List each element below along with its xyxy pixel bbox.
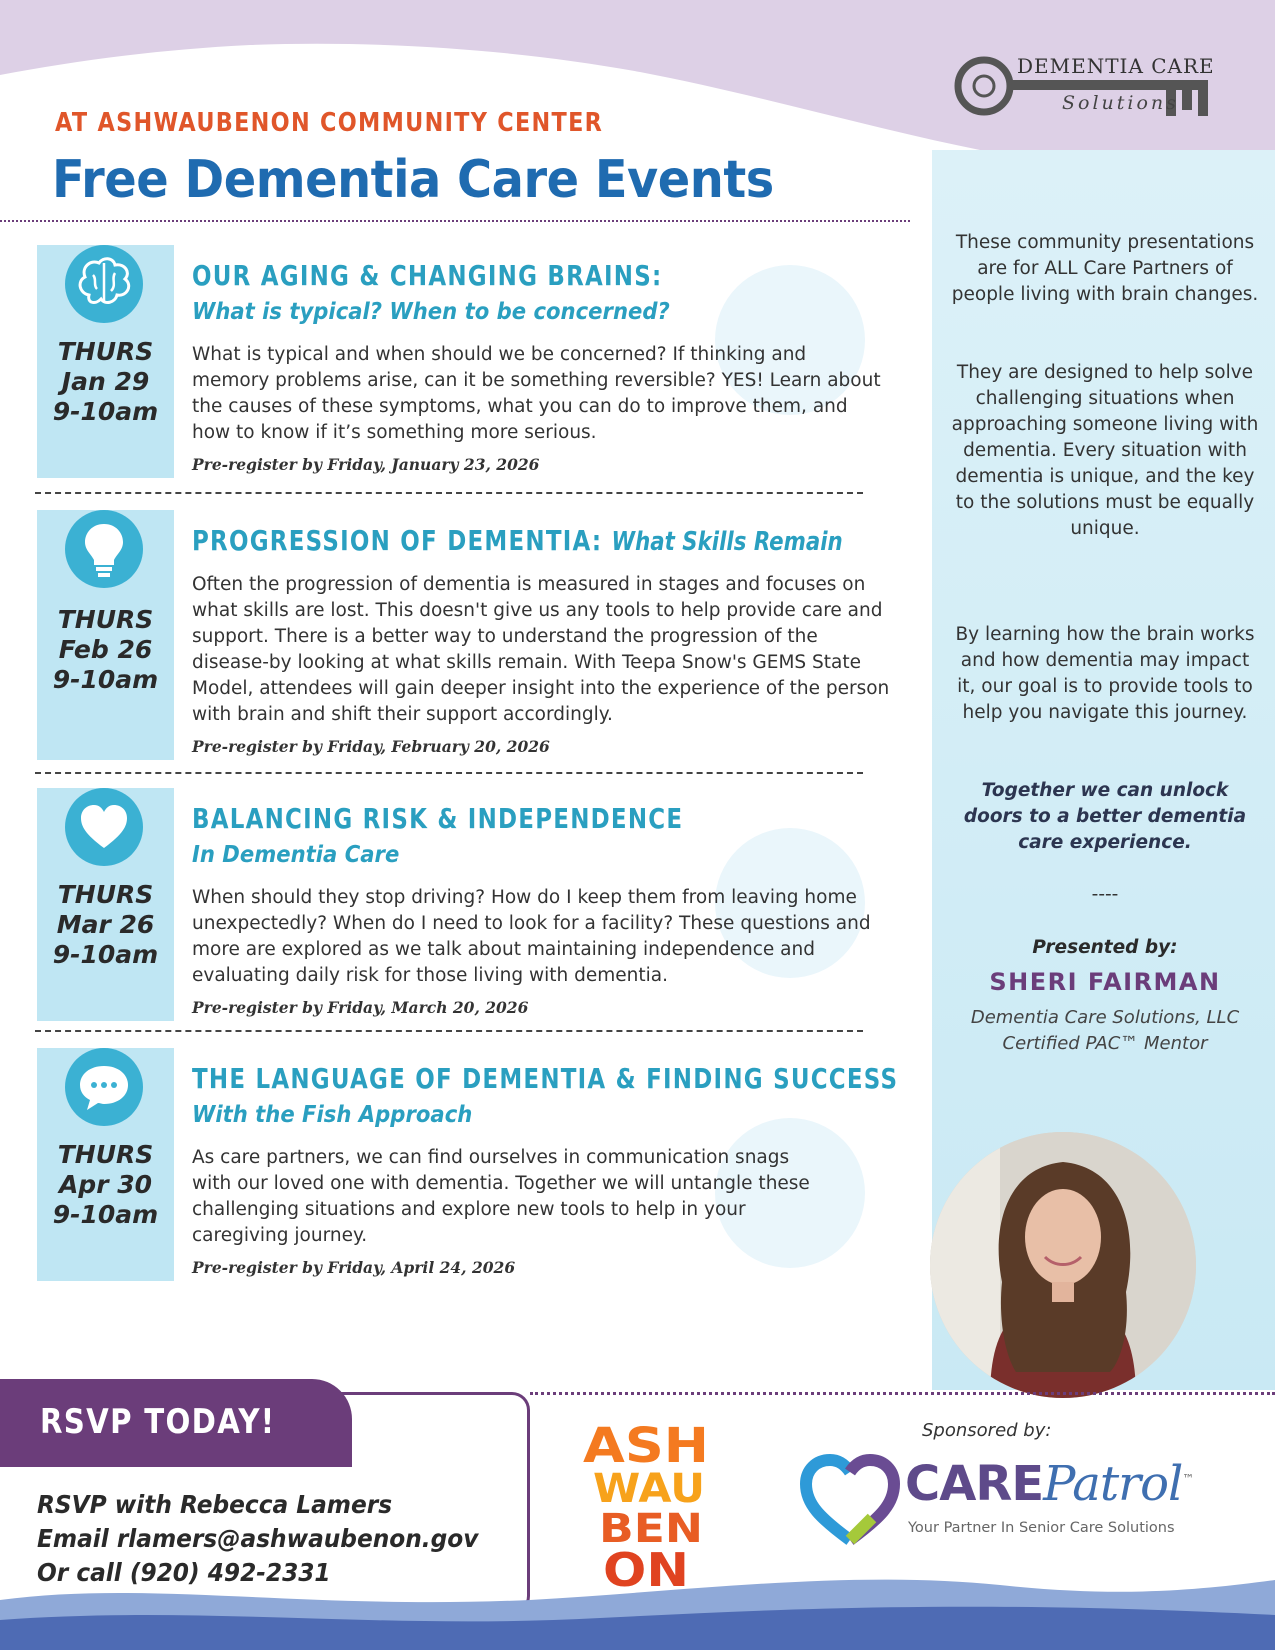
- event-description: When should they stop driving? How do I keep them from leaving home unexpectedly? When do I need to look for a facility? These questions and more are explored as we talk about maintaining independence and evaluating daily risk for those living with dementia.: [192, 887, 871, 986]
- event-day: THURS: [57, 605, 154, 634]
- ash-logo-line-1: ASH: [583, 1418, 709, 1474]
- presenter-photo: [930, 1132, 1196, 1398]
- event-title-main: PROGRESSION OF DEMENTIA:: [192, 524, 603, 557]
- date-box: [37, 245, 174, 478]
- event-subtitle: With the Fish Approach: [192, 1102, 473, 1128]
- carepatrol-care: CARE: [905, 1456, 1044, 1512]
- event-card: [35, 245, 910, 483]
- lightbulb-icon: [65, 510, 143, 588]
- event-date: Mar 26: [56, 910, 155, 939]
- date-box: [37, 510, 174, 760]
- sidebar-paragraph: They are designed to help solve challenging situations when approaching someone living with dementia. Every situation with dementia is unique, and the key to the solutions must be equally unique.: [951, 362, 1259, 539]
- presenter-company: Dementia Care Solutions, LLC: [970, 1007, 1240, 1028]
- ashwaubenon-logo: [583, 1418, 711, 1590]
- logo-top-text: DEMENTIA CARE: [1017, 54, 1215, 78]
- event-title: THE LANGUAGE OF DEMENTIA & FINDING SUCCESS: [192, 1062, 899, 1095]
- event-title: OUR AGING & CHANGING BRAINS:: [192, 259, 663, 292]
- rsvp-email[interactable]: Email rlamers@ashwaubenon.gov: [37, 1524, 479, 1553]
- sponsored-by-label: Sponsored by:: [922, 1420, 1052, 1441]
- rsvp-contact-name: RSVP with Rebecca Lamers: [37, 1490, 393, 1519]
- divider: [0, 220, 910, 222]
- brain-icon: [65, 245, 143, 323]
- ash-logo-line-2: WAU: [593, 1466, 705, 1512]
- event-register-deadline: Pre-register by Friday, April 24, 2026: [192, 1258, 516, 1277]
- event-time: 9-10am: [52, 1200, 159, 1229]
- divider: [35, 772, 863, 774]
- event-description: As care partners, we can find ourselves in communication snags with our loved one with dementia. Together we will untangle these challenging situations and explore new tools to help in your caregiving journey.: [192, 1147, 810, 1246]
- carepatrol-tm: ™: [1182, 1472, 1194, 1486]
- sidebar-tagline: Together we can unlock doors to a better dementia care experience.: [963, 780, 1247, 853]
- event-title: BALANCING RISK & INDEPENDENCE: [192, 802, 684, 835]
- event-time: 9-10am: [52, 665, 159, 694]
- event-description: Often the progression of dementia is measured in stages and focuses on what skills are lost. This doesn't give us any tools to help provide care and support. There is a better way to understand the progression of the disease-by looking at what skills remain. With Teepa Snow's GEMS State Model, attendees will gain deeper insight into the experience of the person with brain and shift their support accordingly.: [192, 574, 890, 725]
- event-register-deadline: Pre-register by Friday, February 20, 2026: [192, 737, 550, 756]
- event-description: What is typical and when should we be concerned? If thinking and memory problems arise, can it be something reversible? YES! Learn about the causes of these symptoms, what you can do to improve them, and how to know if it’s something more serious.: [192, 344, 881, 443]
- presenter-name: SHERI FAIRMAN: [989, 968, 1221, 996]
- ash-logo-line-4: ON: [603, 1543, 689, 1590]
- event-card: [35, 788, 910, 1028]
- date-box: [37, 1048, 174, 1281]
- divider: [35, 1030, 863, 1032]
- event-time: 9-10am: [52, 940, 159, 969]
- date-box: [37, 788, 174, 1021]
- carepatrol-tagline: Your Partner In Senior Care Solutions: [908, 1520, 1175, 1536]
- speech-bubble-icon: [65, 1048, 143, 1126]
- event-card: [35, 510, 910, 765]
- event-day: THURS: [57, 1140, 154, 1169]
- event-date: Feb 26: [58, 635, 153, 664]
- event-title: [192, 524, 843, 557]
- event-date: Jan 29: [61, 367, 150, 396]
- logo-bottom-text: Solutions: [1062, 92, 1179, 114]
- ash-logo-line-3: BEN: [599, 1506, 703, 1552]
- event-card: [35, 1048, 910, 1288]
- event-register-deadline: Pre-register by Friday, January 23, 2026: [192, 455, 540, 474]
- event-date: Apr 30: [58, 1170, 153, 1199]
- sidebar-paragraph: These community presentations are for ALL Care Partners of people living with brain changes.: [951, 232, 1259, 305]
- carepatrol-heart-icon: [800, 1452, 900, 1547]
- event-subtitle: What Skills Remain: [611, 527, 843, 557]
- event-subtitle: What is typical? When to be concerned?: [192, 299, 670, 325]
- rsvp-phone[interactable]: Or call (920) 492-2331: [37, 1558, 331, 1587]
- event-register-deadline: Pre-register by Friday, March 20, 2026: [192, 998, 529, 1017]
- event-time: 9-10am: [52, 397, 159, 426]
- event-subtitle: In Dementia Care: [192, 842, 400, 868]
- event-day: THURS: [57, 337, 154, 366]
- divider: [35, 492, 863, 494]
- rsvp-heading: RSVP TODAY!: [40, 1402, 276, 1442]
- event-day: THURS: [57, 880, 154, 909]
- sidebar-paragraph: By learning how the brain works and how dementia may impact it, our goal is to provide tools to help you navigate this journey.: [955, 624, 1255, 723]
- presenter-certification: Certified PAC™ Mentor: [1002, 1033, 1208, 1054]
- sidebar-separator: ----: [1091, 884, 1119, 905]
- footer-divider: [530, 1392, 1275, 1395]
- carepatrol-wordmark: [905, 1456, 1193, 1512]
- page-title: Free Dementia Care Events: [52, 150, 774, 210]
- venue-kicker: AT ASHWAUBENON COMMUNITY CENTER: [55, 108, 604, 138]
- heart-icon: [65, 788, 143, 866]
- dementia-care-solutions-logo: [952, 52, 1242, 132]
- carepatrol-patrol: Patrol: [1043, 1456, 1183, 1512]
- presented-by-label: Presented by:: [1032, 937, 1178, 958]
